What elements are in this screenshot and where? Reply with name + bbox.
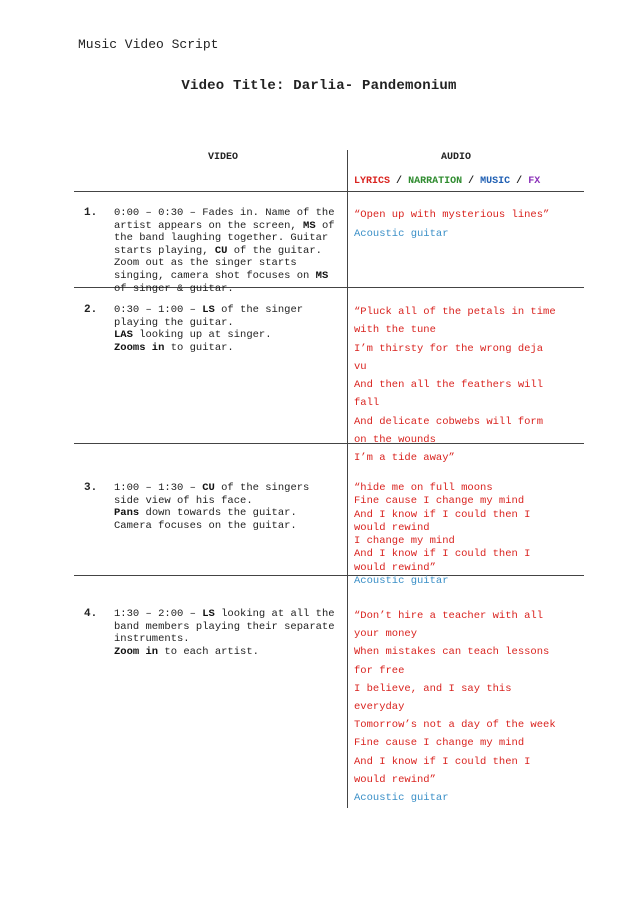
lyric-line: Tomorrow’s not a day of the week [354,719,556,732]
legend-narration: NARRATION [408,176,463,187]
music-cue: Acoustic guitar [354,227,449,240]
video-text: down towards the guitar. [139,507,297,520]
video-line [114,507,342,520]
video-text: of the guitar. [227,244,322,257]
lyric-line: Fine cause I change my mind [354,737,525,750]
video-line [114,621,342,634]
video-text: instruments. [114,633,190,646]
video-text: side view of his face. [114,494,253,507]
audio-column-header: AUDIO [441,152,472,163]
header-rule [74,191,584,192]
video-text: 0:00 – 0:30 – Fades in. Name of the [114,207,335,219]
lyric-line: fall [354,397,380,410]
lyric-line: your money [354,628,418,641]
video-line [114,646,342,659]
lyric-line: And I know if I could then I [354,548,531,561]
video-description [114,482,342,532]
lyric-line: And delicate cobwebs will form [354,415,544,428]
lyric-line: everyday [354,701,405,714]
lyric-line: “Pluck all of the petals in time [354,306,556,318]
lyric-line: with the tune [354,324,436,337]
legend-separator: / [468,176,475,187]
video-text: of the singers [214,482,310,494]
video-text: band members playing their separate [114,620,335,633]
video-line [114,482,342,495]
column-divider [347,150,348,808]
shot-term: CU [214,244,228,257]
video-text: to each artist. [158,645,259,658]
video-text: looking up at singer. [132,329,272,342]
music-cue: Acoustic guitar [354,575,449,588]
lyric-line: I change my mind [354,535,455,548]
shot-term: LS [202,608,215,620]
video-text: Camera focuses on the guitar. [114,519,297,532]
video-text: 0:30 – 1:00 – [114,304,203,316]
row-number: 3. [84,482,98,494]
video-line [114,270,342,283]
video-text: looking at all the [214,608,335,620]
audio-description [354,303,579,468]
video-text: playing the guitar. [114,316,234,329]
video-text: Zoom out as the singer starts [114,257,297,270]
lyric-line: “hide me on full moons [354,482,493,494]
audio-description [354,206,579,243]
video-line [114,283,342,296]
lyric-line: And I know if I could then I [354,755,531,768]
video-column-header: VIDEO [208,152,239,163]
row-number: 2. [84,304,98,316]
lyric-line: would rewind [354,521,430,534]
shot-term: CU [202,482,215,494]
video-line [114,520,342,533]
legend-music: MUSIC [480,176,511,187]
audio-description [354,482,579,588]
video-line [114,257,342,270]
video-text: 1:00 – 1:30 – [114,482,203,494]
lyric-line: When mistakes can teach lessons [354,646,550,659]
video-line [114,304,342,317]
lyric-line: And I know if I could then I [354,508,531,521]
video-line [114,633,342,646]
row-number: 1. [84,207,98,219]
shot-term: MS [303,219,316,232]
lyric-line: “Don’t hire a teacher with all [354,610,544,622]
legend-lyrics: LYRICS [354,176,391,187]
video-text: of [315,219,335,232]
video-title: Video Title: Darlia- Pandemonium [181,78,457,94]
lyric-line: And then all the feathers will [354,379,544,392]
video-line [114,245,342,258]
shot-term: MS [315,269,329,282]
lyric-line: Fine cause I change my mind [354,495,525,508]
video-text: starts playing, [114,244,215,257]
legend-separator: / [396,176,403,187]
video-line [114,317,342,330]
shot-term: Zooms in [114,341,165,354]
video-line [114,329,342,342]
video-line [114,220,342,233]
video-text: the band laughing together. Guitar [114,232,329,245]
video-line [114,207,342,220]
audio-description [354,607,579,807]
video-line [114,495,342,508]
video-text: of singer & guitar. [114,282,234,295]
shot-term: LAS [114,329,133,342]
lyric-line: would rewind” [354,561,436,574]
shot-term: Zoom in [114,645,159,658]
video-text: artist appears on the screen, [114,219,304,232]
legend-separator: / [516,176,523,187]
video-description [114,608,342,658]
video-line [114,232,342,245]
shot-term: LS [202,304,215,316]
legend-fx: FX [528,176,541,187]
lyric-line: on the wounds [354,434,436,447]
document-label: Music Video Script [78,37,219,52]
shot-term: Pans [114,507,140,520]
video-text: 1:30 – 2:00 – [114,608,203,620]
video-description [114,304,342,354]
video-text: of the singer [214,304,304,316]
music-cue: Acoustic guitar [354,792,449,805]
video-text: singing, camera shot focuses on [114,269,316,282]
audio-legend [354,176,540,187]
video-line [114,342,342,355]
lyric-line: vu [354,360,367,373]
lyric-line: for free [354,664,405,677]
row-number: 4. [84,608,98,620]
lyric-line: I believe, and I say this [354,682,512,695]
lyric-line: would rewind” [354,773,436,786]
video-line [114,608,342,621]
lyric-line: “Open up with mysterious lines” [354,209,550,221]
video-text: to guitar. [164,341,234,354]
video-description [114,207,342,295]
lyric-line: I’m thirsty for the wrong deja [354,342,544,355]
lyric-line: I’m a tide away” [354,452,455,465]
